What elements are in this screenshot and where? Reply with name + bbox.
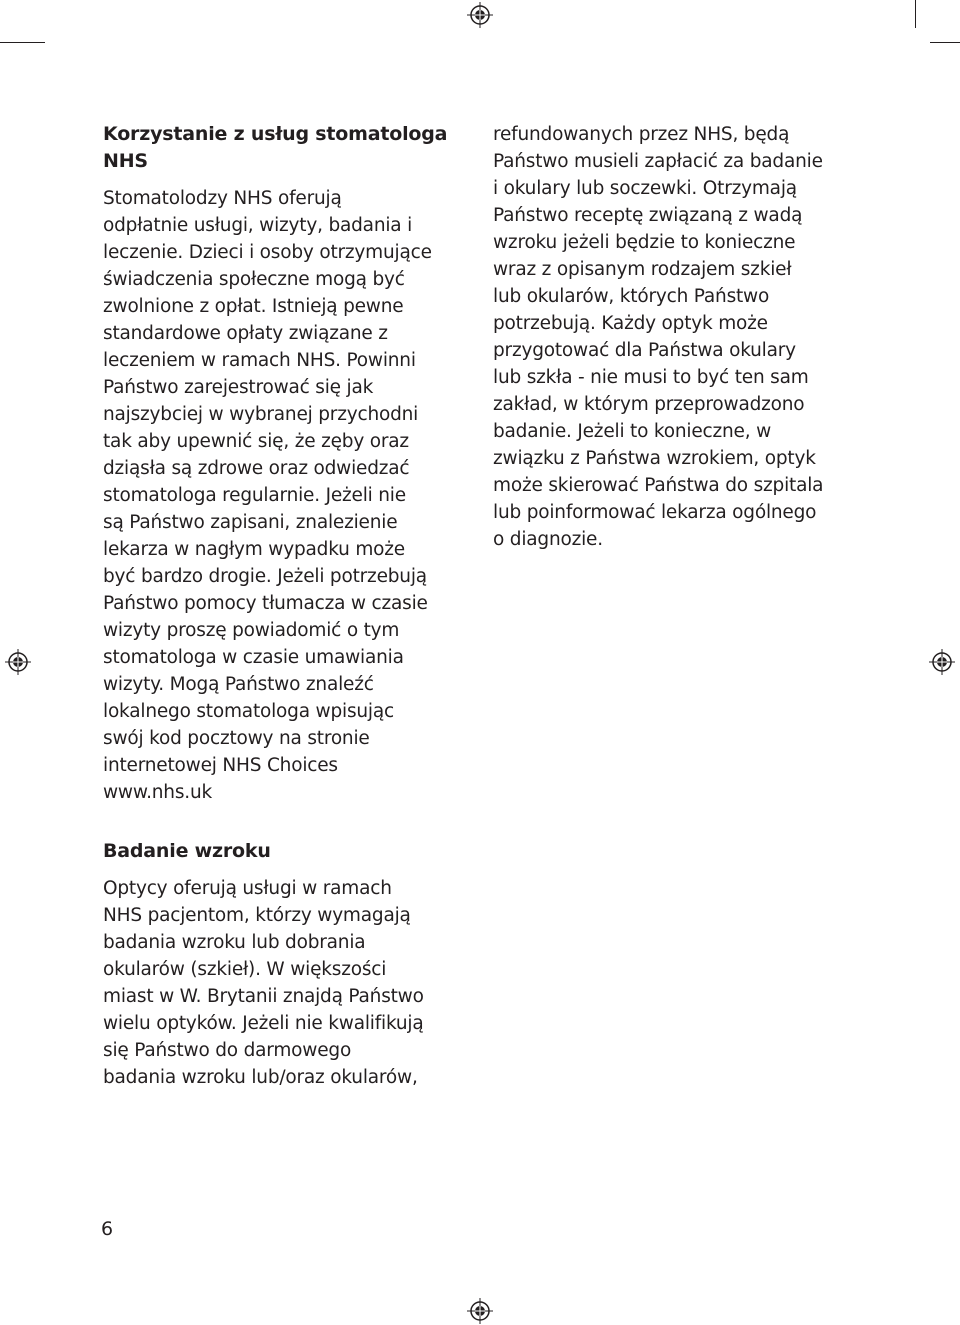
registration-mark-icon [5,649,31,675]
crop-mark-top-left [0,42,45,43]
registration-mark-icon [467,2,493,28]
section-body-dental: Stomatolodzy NHS oferują odpłatnie usługi, wizyty, badania i leczenie. Dzieci i osoby otrzymujące świadczenia społeczne mogą być zwolnione z opłat. Istnieją pewne standardowe opłaty związane z leczeniem w ramach NHS. Powinni Państwo zarejestrować się jak najszybciej w wybranej przychodni tak aby upewnić się, że zęby oraz dziąsła są zdrowe oraz odwiedzać stomatologa regularnie. Jeżeli nie są Państwo zapisani, znalezienie lekarza w nagłym wypadku może być bardzo drogie. Jeżeli potrzebują Państwo pomocy tłumacza w czasie wizyty proszę powiadomić o tym stomatologa w czasie umawiania wizyty. Mogą Państwo znaleźć lokalnego stomatologa wpisując swój kod pocztowy na stronie internetowej NHS Choices www.nhs.uk [103,188,432,803]
right-column [493,121,863,553]
crop-mark-top-right [915,0,916,28]
section-body-eye: Optycy oferują usługi w ramach NHS pacjentom, którzy wymagają badania wzroku lub dobrania okularów (szkieł). W większości miast w W. Brytanii znajdą Państwo wielu optyków. Jeżeli nie kwalifikują się Państwo do darmowego badania wzroku lub/oraz okularów, [103,878,424,1088]
section-body-eye-continued: refundowanych przez NHS, będą Państwo musieli zapłacić za badanie i okulary lub soczewki. Otrzymają Państwo receptę związaną z wadą wzroku jeżeli będzie to konieczne wraz z opisanym rodzajem szkieł lub okularów, których Państwo potrzebują. Każdy optyk może przygotować dla Państwa okulary lub szkła - nie musi to być ten sam zakład, w którym przeprowadzono badanie. Jeżeli to konieczne, w związku z Państwa wzrokiem, optyk może skierować Państwa do szpitala lub poinformować lekarza ogólnego o diagnozie. [493,124,824,550]
section-heading-dental: Korzystanie z usług stomatologa NHS [103,123,448,172]
page-number: 6 [101,1218,114,1240]
section-heading-eye: Badanie wzroku [103,840,271,862]
registration-mark-icon [467,1298,493,1324]
left-column [103,121,473,1091]
registration-mark-icon [929,649,955,675]
crop-mark-top-right-h [930,42,960,43]
